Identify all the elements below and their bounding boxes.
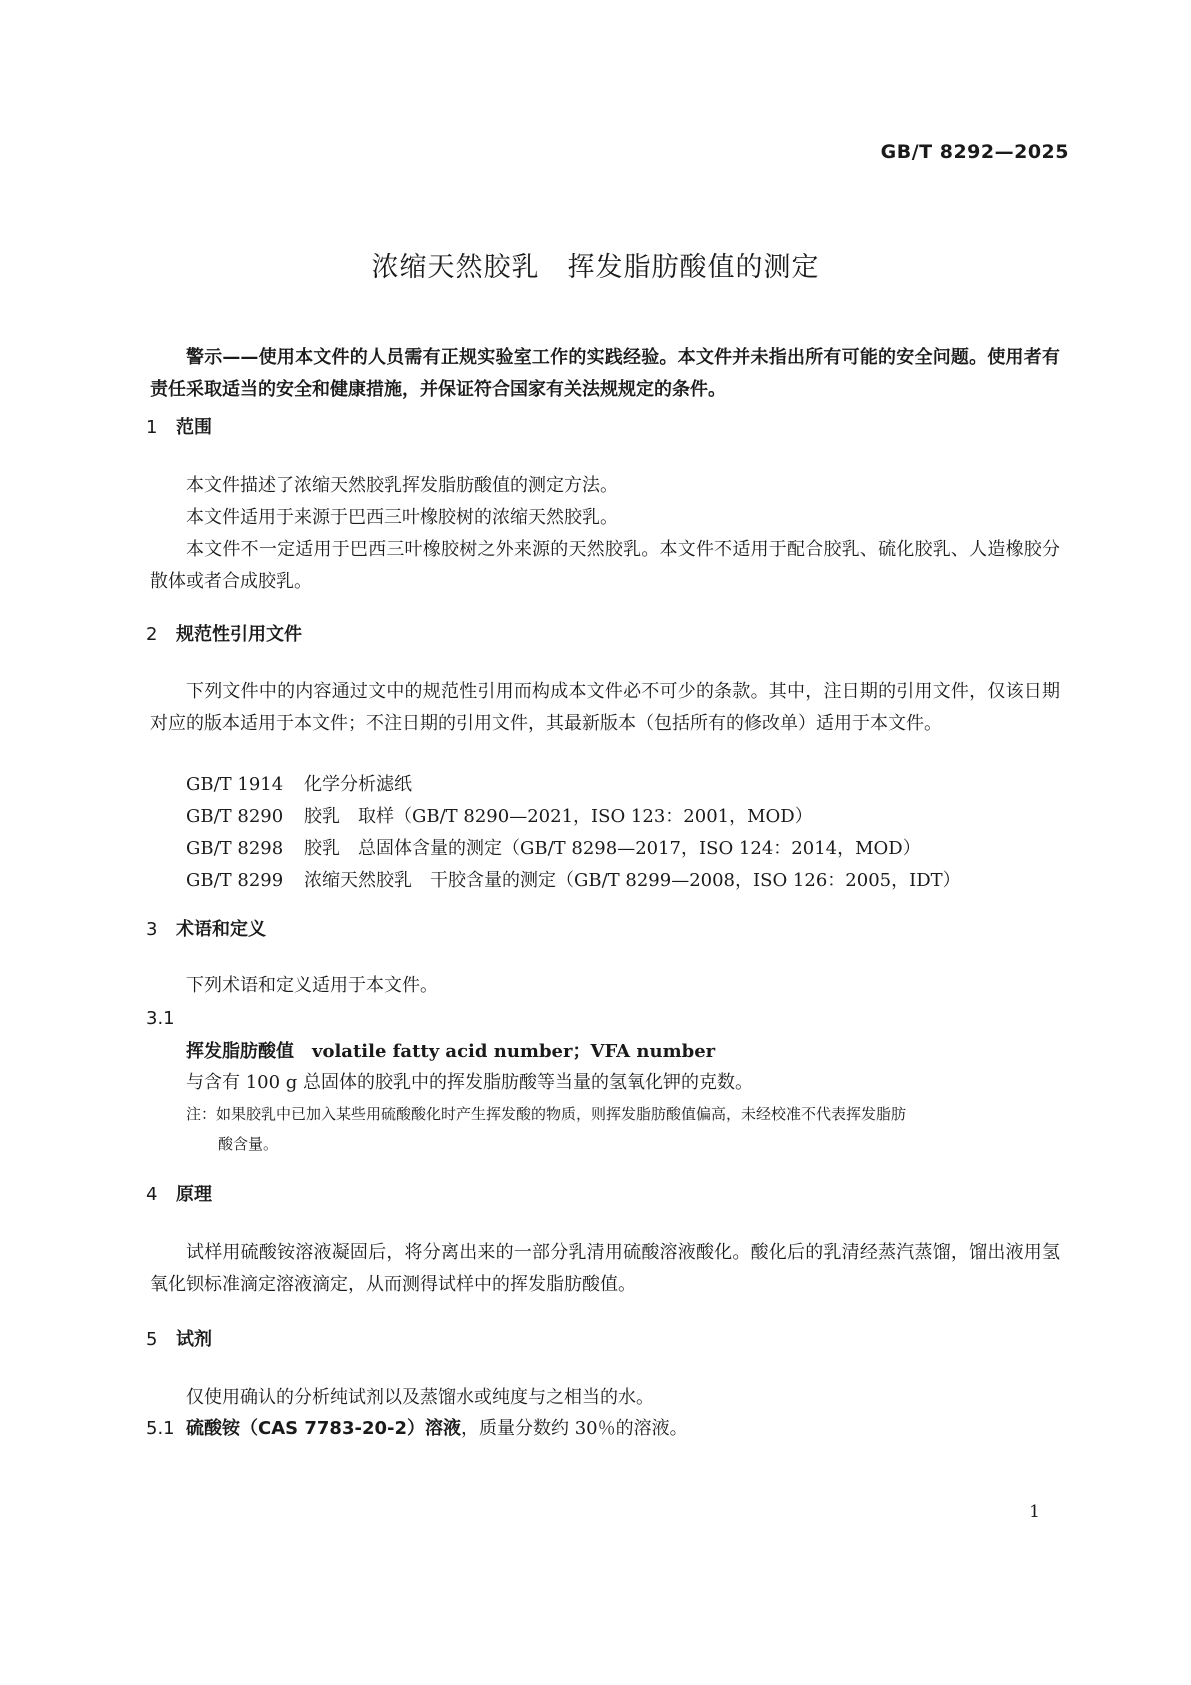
section-title: 术语和定义	[176, 919, 266, 940]
section-number: 2	[146, 624, 158, 645]
reference-code: GB/T 1914	[186, 774, 284, 795]
section-title: 试剂	[176, 1329, 212, 1350]
reference-title: 浓缩天然胶乳 干胶含量的测定（GB/T 8299—2008，ISO 126：2005，IDT）	[304, 870, 961, 891]
section-2-heading	[146, 620, 302, 646]
section-title: 原理	[176, 1184, 212, 1205]
term-name	[186, 1037, 715, 1063]
standard-code: GB/T 8292—2025	[880, 141, 1069, 163]
paragraph: 下列术语和定义适用于本文件。	[186, 975, 438, 996]
subclause-5-1	[146, 1414, 688, 1440]
section-number: 3	[146, 919, 158, 940]
warning-paragraph: 警示——使用本文件的人员需有正规实验室工作的实践经验。本文件并未指出所有可能的安全问题。使用者有责任采取适当的安全和健康措施，并保证符合国家有关法规规定的条件。	[150, 347, 1060, 400]
reference-code: GB/T 8298	[186, 838, 284, 859]
term-definition: 与含有 100 g 总固体的胶乳中的挥发脂肪酸等当量的氢氧化钾的克数。	[186, 1072, 754, 1093]
section-title: 规范性引用文件	[176, 624, 302, 645]
paragraph: 下列文件中的内容通过文中的规范性引用而构成本文件必不可少的条款。其中，注日期的引用文件，仅该日期对应的版本适用于本文件；不注日期的引用文件，其最新版本（包括所有的修改单）适用于本文件。	[150, 681, 1060, 734]
paragraph: 仅使用确认的分析纯试剂以及蒸馏水或纯度与之相当的水。	[186, 1387, 654, 1408]
note-text: 如果胶乳中已加入某些用硫酸酸化时产生挥发酸的物质，则挥发脂肪酸值偏高，未经校准不代表挥发脂肪	[216, 1105, 907, 1123]
section-4-heading	[146, 1180, 212, 1206]
note-label: 注：	[186, 1105, 217, 1123]
subclause-number: 5.1	[146, 1418, 175, 1439]
section-title: 范围	[176, 417, 212, 438]
page-number: 1	[1029, 1502, 1040, 1522]
paragraph: 本文件适用于来源于巴西三叶橡胶树的浓缩天然胶乳。	[186, 507, 618, 528]
paragraph: 本文件描述了浓缩天然胶乳挥发脂肪酸值的测定方法。	[186, 475, 618, 496]
term-number: 3.1	[146, 1008, 175, 1029]
reference-title: 化学分析滤纸	[304, 774, 412, 795]
reference-title: 胶乳 取样（GB/T 8290—2021，ISO 123：2001，MOD）	[304, 806, 813, 827]
section-1-heading	[146, 413, 212, 439]
paragraph: 试样用硫酸铵溶液凝固后，将分离出来的一部分乳清用硫酸溶液酸化。酸化后的乳清经蒸汽蒸馏，馏出液用氢氧化钡标准滴定溶液滴定，从而测得试样中的挥发脂肪酸值。	[150, 1242, 1060, 1295]
section-number: 1	[146, 417, 158, 438]
reference-item	[186, 866, 961, 892]
document-title: 浓缩天然胶乳 挥发脂肪酸值的测定	[371, 252, 820, 283]
reference-item	[186, 770, 412, 796]
section-3-heading	[146, 915, 266, 941]
reagent-description: ，质量分数约 30％的溶液。	[460, 1418, 688, 1439]
reagent-name: 硫酸铵（CAS 7783-20-2）溶液	[186, 1418, 461, 1439]
reference-item	[186, 802, 813, 828]
term-name-zh: 挥发脂肪酸值	[186, 1041, 294, 1062]
section-5-heading	[146, 1325, 212, 1351]
reference-code: GB/T 8299	[186, 870, 284, 891]
section-number: 4	[146, 1184, 158, 1205]
note-text-continued: 酸含量。	[218, 1135, 279, 1153]
reference-item	[186, 834, 921, 860]
section-number: 5	[146, 1329, 158, 1350]
paragraph: 本文件不一定适用于巴西三叶橡胶树之外来源的天然胶乳。本文件不适用于配合胶乳、硫化胶乳、人造橡胶分散体或者合成胶乳。	[150, 539, 1060, 592]
term-name-en: volatile fatty acid number；VFA number	[312, 1041, 716, 1062]
reference-code: GB/T 8290	[186, 806, 284, 827]
term-note	[186, 1099, 1066, 1159]
reference-title: 胶乳 总固体含量的测定（GB/T 8298—2017，ISO 124：2014，MOD）	[304, 838, 921, 859]
